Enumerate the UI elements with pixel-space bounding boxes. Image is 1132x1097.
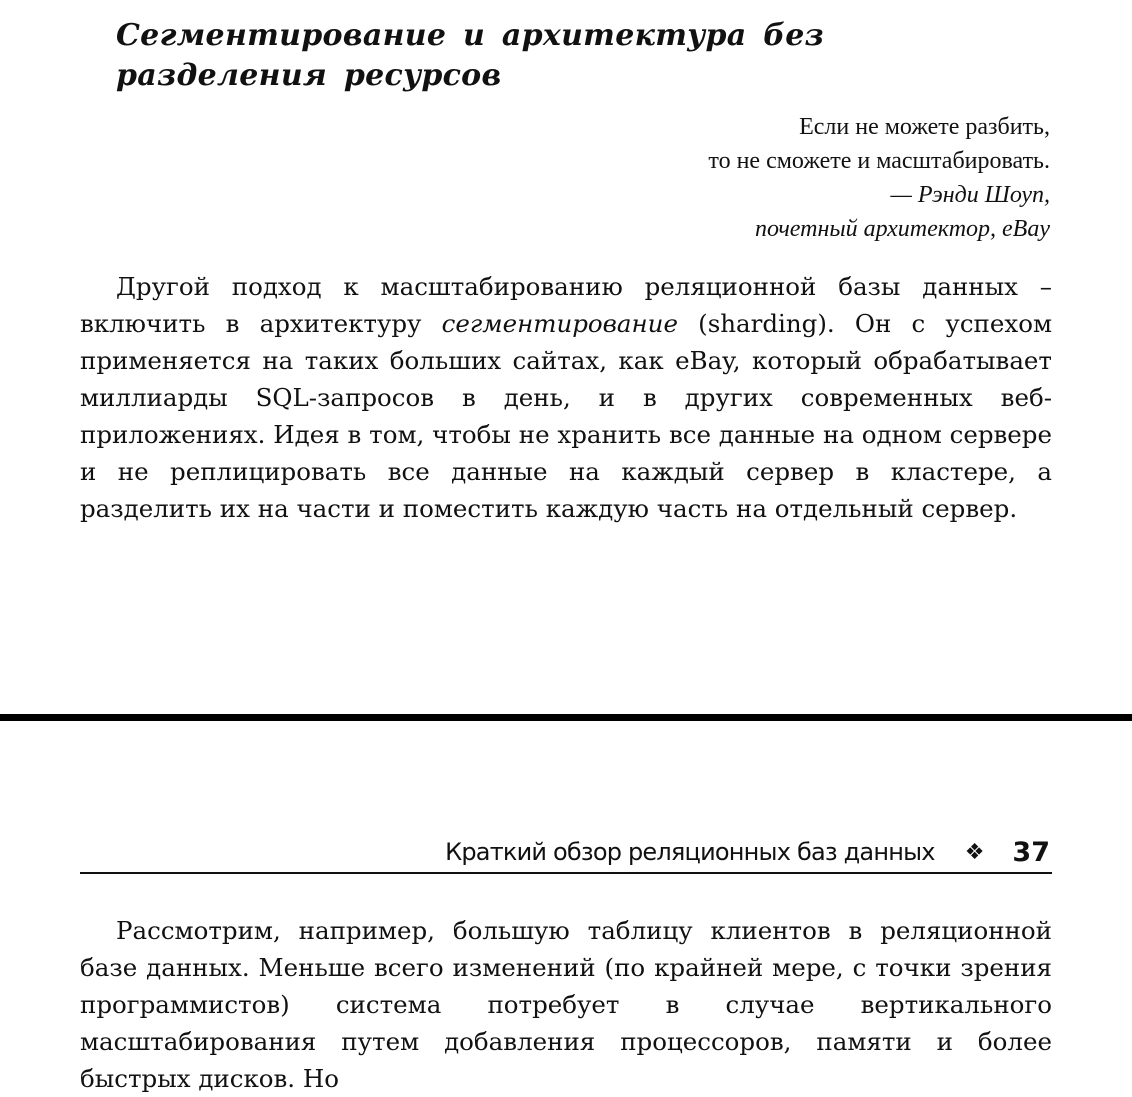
paragraph-text-start: Другой подход к масштабированию реляционной базы данных – включить в архитектуру <box>80 272 1052 338</box>
section-title: Сегментирование и архитектура без разделения ресурсов <box>116 18 825 93</box>
epigraph-line-1: Если не можете разбить, <box>799 114 1050 140</box>
running-head <box>80 832 1052 874</box>
ornament-icon: ❖ <box>964 839 985 865</box>
body-paragraph-customers <box>80 912 1052 1097</box>
body-paragraph-sharding <box>80 268 1052 527</box>
epigraph-author: — Рэнди Шоуп, <box>890 182 1050 208</box>
epigraph-role: почетный архитектор, eBay <box>754 216 1050 242</box>
epigraph-line-2: то не сможете и масштабировать. <box>708 148 1050 174</box>
page-divider <box>0 714 1132 721</box>
epigraph <box>450 110 1050 246</box>
paragraph-text: Рассмотрим, например, большую таблицу клиентов в реляционной базе данных. Меньше всего изменений (по крайней мере, с точки зрения программистов) система потребует в случае вертикального масштабирования путем добавления процессоров, памяти и более быстрых дисков. Но <box>80 916 1052 1093</box>
paragraph-text-rest: (sharding). Он с успехом применяется на таких больших сайтах, как eBay, который обрабатывает миллиарды SQL-запросов в день, и в других современных веб-приложениях. Идея в том, чтобы не хранить все данные на одном сервере и не реплицировать все данные на каждый сервер в кластере, а разделить их на части и поместить каждую часть на отдельный сервер. <box>80 309 1053 523</box>
running-head-title: Краткий обзор реляционных баз данных <box>445 838 935 866</box>
page-number: 37 <box>1012 836 1050 868</box>
paragraph-term-emphasis: сегментирование <box>441 309 678 338</box>
